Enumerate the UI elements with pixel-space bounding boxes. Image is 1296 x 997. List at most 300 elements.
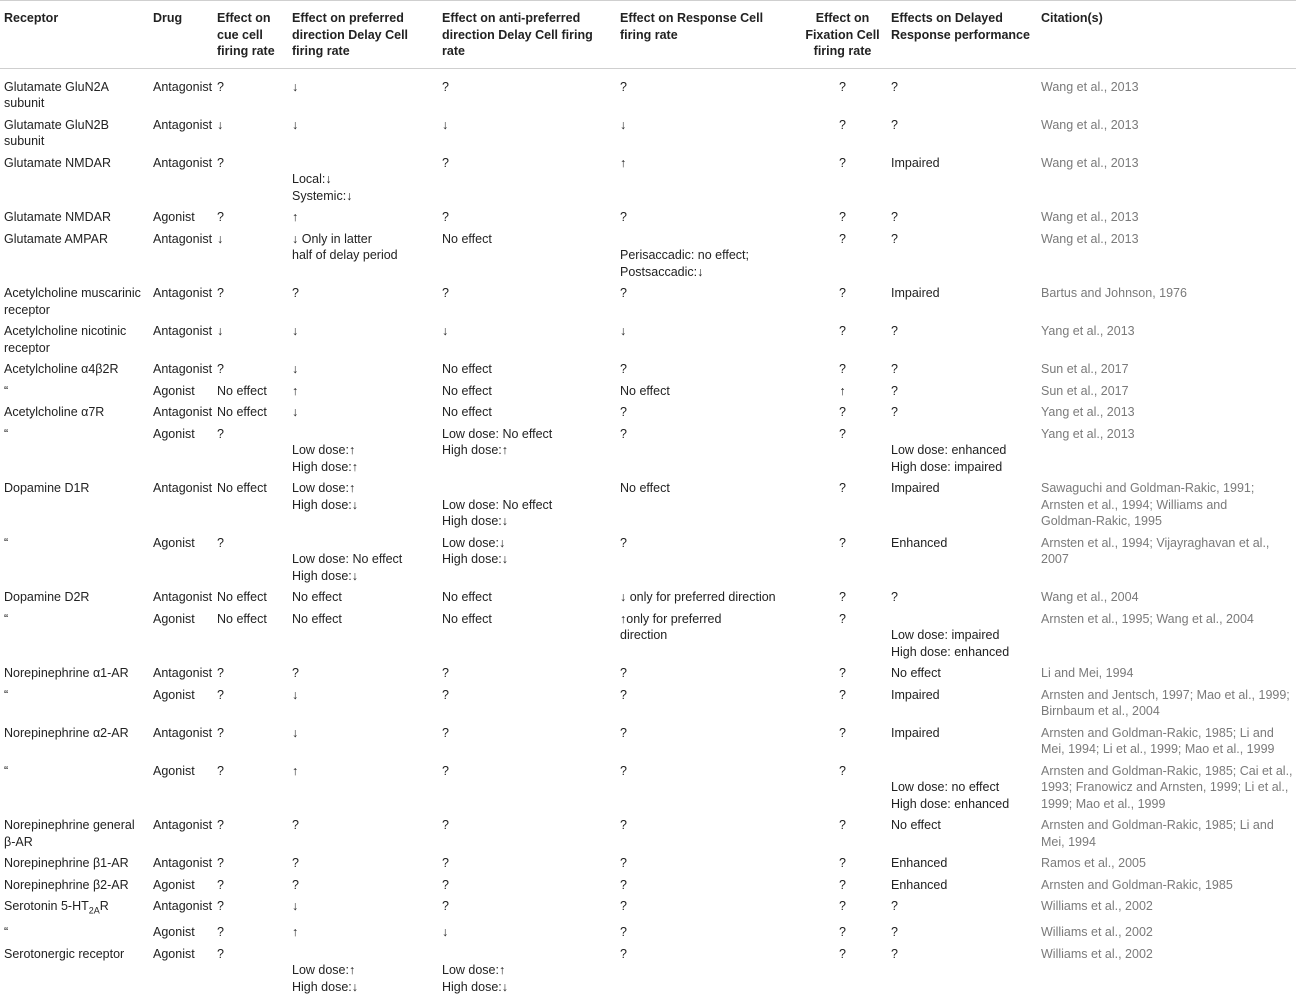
receptor-value bbox=[4, 665, 145, 682]
receptor-value bbox=[4, 898, 145, 919]
cell-line: “ bbox=[4, 535, 9, 550]
cue-cell-value: ? bbox=[217, 763, 224, 778]
preferred-delay-cell bbox=[288, 423, 438, 478]
cell-line: half of delay period bbox=[292, 248, 398, 262]
delayed-response-value: ? bbox=[891, 590, 898, 604]
cell-line bbox=[891, 426, 1033, 443]
table-row bbox=[0, 608, 1296, 663]
receptor-cell bbox=[0, 320, 149, 358]
citation-cell bbox=[1037, 228, 1296, 283]
preferred-delay-value bbox=[292, 155, 434, 205]
fixation-cell-value: ? bbox=[839, 877, 846, 892]
receptor-value bbox=[4, 946, 145, 963]
cell-line: Postsaccadic:↓ bbox=[620, 264, 704, 279]
cue-cell-value: No effect bbox=[217, 383, 267, 398]
anti-preferred-delay-value: ↓ bbox=[442, 324, 449, 338]
cue-cell-value: ? bbox=[217, 899, 224, 913]
preferred-delay-value bbox=[292, 535, 434, 585]
cue-cell-value: ↓ bbox=[217, 231, 224, 246]
receptor-cell bbox=[0, 282, 149, 320]
preferred-delay-cell bbox=[288, 586, 438, 608]
anti-preferred-delay-cell bbox=[438, 358, 616, 380]
cell-line: High dose:↓ bbox=[292, 568, 359, 583]
drug-value: Antagonist bbox=[153, 79, 213, 94]
drug-value: Agonist bbox=[153, 877, 195, 892]
response-cell-cell bbox=[616, 760, 798, 815]
receptor-value bbox=[4, 535, 145, 552]
citation-cell bbox=[1037, 814, 1296, 852]
cell-line: “ bbox=[4, 426, 9, 441]
citation-value bbox=[1041, 480, 1292, 530]
anti-preferred-delay-cell bbox=[438, 380, 616, 402]
table-row bbox=[0, 760, 1296, 815]
delayed-response-value: ? bbox=[891, 405, 898, 419]
drug-cell bbox=[149, 586, 213, 608]
drug-value: Antagonist bbox=[153, 286, 213, 300]
cell-line: Serotonergic receptor bbox=[4, 946, 125, 961]
receptor-value bbox=[4, 323, 145, 356]
cue-cell-value: ? bbox=[217, 79, 224, 94]
response-cell-value: No effect bbox=[620, 481, 670, 495]
header-preferred-delay: Effect on preferred direction Delay Cell firing rate bbox=[288, 1, 438, 69]
anti-preferred-delay-cell bbox=[438, 206, 616, 228]
cue-cell-cell bbox=[213, 320, 288, 358]
table-row bbox=[0, 943, 1296, 997]
table-row bbox=[0, 586, 1296, 608]
table-row bbox=[0, 320, 1296, 358]
table-row bbox=[0, 722, 1296, 760]
cell-line: Norepinephrine α2-AR bbox=[4, 725, 129, 740]
anti-preferred-delay-cell bbox=[438, 423, 616, 478]
cell-line: Low dose:↑ bbox=[292, 481, 356, 495]
cue-cell-cell bbox=[213, 401, 288, 423]
fixation-cell-value: ? bbox=[839, 286, 846, 300]
preferred-delay-cell bbox=[288, 760, 438, 815]
fixation-cell-value: ? bbox=[839, 666, 846, 680]
citation-value: Williams et al., 2002 bbox=[1041, 899, 1153, 913]
cue-cell-cell bbox=[213, 228, 288, 283]
response-cell-cell bbox=[616, 608, 798, 663]
fixation-cell-value: ? bbox=[839, 426, 846, 441]
cue-cell-cell bbox=[213, 814, 288, 852]
fixation-cell-value: ? bbox=[839, 946, 846, 961]
delayed-response-cell bbox=[887, 684, 1037, 722]
citation-cell bbox=[1037, 852, 1296, 874]
preferred-delay-value: ↓ bbox=[292, 899, 299, 913]
cell-line: Low dose:↑ bbox=[292, 443, 356, 457]
delayed-response-cell bbox=[887, 814, 1037, 852]
drug-value: Agonist bbox=[153, 426, 195, 441]
preferred-delay-cell bbox=[288, 114, 438, 152]
delayed-response-cell bbox=[887, 586, 1037, 608]
drug-value: Agonist bbox=[153, 611, 195, 626]
cue-cell-value: ? bbox=[217, 946, 224, 961]
anti-preferred-delay-cell bbox=[438, 401, 616, 423]
anti-preferred-delay-cell bbox=[438, 608, 616, 663]
delayed-response-cell bbox=[887, 152, 1037, 207]
receptor-value bbox=[4, 155, 145, 172]
citation-cell bbox=[1037, 114, 1296, 152]
preferred-delay-cell bbox=[288, 228, 438, 283]
citation-value: Wang et al., 2013 bbox=[1041, 231, 1139, 246]
citation-cell bbox=[1037, 895, 1296, 921]
citation-cell bbox=[1037, 206, 1296, 228]
table-row bbox=[0, 282, 1296, 320]
fixation-cell-value: ? bbox=[839, 231, 846, 246]
cue-cell-value: ? bbox=[217, 818, 224, 832]
response-cell-cell bbox=[616, 852, 798, 874]
response-cell-value bbox=[620, 231, 794, 281]
cell-line bbox=[620, 231, 794, 248]
cue-cell-cell bbox=[213, 532, 288, 587]
preferred-delay-value: ↓ bbox=[292, 687, 299, 702]
delayed-response-value: ? bbox=[891, 946, 898, 961]
response-cell-value: ? bbox=[620, 687, 627, 702]
fixation-cell-value: ? bbox=[839, 324, 846, 338]
delayed-response-cell bbox=[887, 662, 1037, 684]
delayed-response-cell bbox=[887, 852, 1037, 874]
cell-line: Glutamate GluN2A subunit bbox=[4, 79, 109, 110]
receptor-cell bbox=[0, 608, 149, 663]
delayed-response-value: No effect bbox=[891, 666, 941, 680]
cell-line: 1993; Franowicz and Arnsten, 1999; Li et al., bbox=[1041, 780, 1289, 794]
cell-line: Glutamate NMDAR bbox=[4, 155, 111, 170]
receptor-cell bbox=[0, 532, 149, 587]
cell-line: Mei, 1994 bbox=[1041, 834, 1096, 849]
preferred-delay-value: ? bbox=[292, 286, 299, 300]
cue-cell-cell bbox=[213, 68, 288, 114]
anti-preferred-delay-cell bbox=[438, 68, 616, 114]
receptor-cell bbox=[0, 921, 149, 943]
response-cell-cell bbox=[616, 943, 798, 997]
drug-cell bbox=[149, 423, 213, 478]
anti-preferred-delay-value: ↓ bbox=[442, 925, 449, 939]
cue-cell-cell bbox=[213, 586, 288, 608]
cell-line: ↑only for preferred bbox=[620, 611, 722, 626]
preferred-delay-cell bbox=[288, 722, 438, 760]
cell-line: “ bbox=[4, 925, 9, 939]
cue-cell-cell bbox=[213, 608, 288, 663]
citation-cell bbox=[1037, 477, 1296, 532]
preferred-delay-value: ↓ bbox=[292, 405, 299, 419]
fixation-cell-cell bbox=[798, 586, 887, 608]
citation-value: Yang et al., 2013 bbox=[1041, 405, 1135, 419]
citation-cell bbox=[1037, 608, 1296, 663]
cue-cell-value: ? bbox=[217, 725, 224, 740]
preferred-delay-value: ↓ bbox=[292, 79, 299, 94]
cue-cell-cell bbox=[213, 722, 288, 760]
drug-cell bbox=[149, 401, 213, 423]
fixation-cell-cell bbox=[798, 760, 887, 815]
anti-preferred-delay-value bbox=[442, 480, 612, 530]
receptor-value bbox=[4, 877, 145, 894]
cell-line: Arnsten and Jentsch, 1997; Mao et al., 1999; bbox=[1041, 687, 1290, 702]
cell-line: High dose: enhanced bbox=[891, 644, 1010, 659]
receptor-cell bbox=[0, 852, 149, 874]
response-cell-value: ? bbox=[620, 210, 627, 224]
anti-preferred-delay-value: No effect bbox=[442, 362, 492, 376]
receptor-value bbox=[4, 79, 145, 112]
drug-cell bbox=[149, 895, 213, 921]
preferred-delay-cell bbox=[288, 282, 438, 320]
fixation-cell-cell bbox=[798, 684, 887, 722]
drug-value: Antagonist bbox=[153, 405, 213, 419]
citation-value: Yang et al., 2013 bbox=[1041, 324, 1135, 338]
citation-cell bbox=[1037, 943, 1296, 997]
cue-cell-value: No effect bbox=[217, 405, 267, 419]
fixation-cell-cell bbox=[798, 206, 887, 228]
delayed-response-value: ? bbox=[891, 117, 898, 132]
header-cue-cell: Effect on cue cell firing rate bbox=[213, 1, 288, 69]
citation-value bbox=[1041, 763, 1292, 813]
cell-line: Low dose:↑ bbox=[292, 963, 356, 977]
drug-value: Antagonist bbox=[153, 481, 213, 495]
fixation-cell-cell bbox=[798, 358, 887, 380]
receptor-cell bbox=[0, 152, 149, 207]
drug-value: Antagonist bbox=[153, 666, 213, 680]
response-cell-cell bbox=[616, 921, 798, 943]
preferred-delay-cell bbox=[288, 921, 438, 943]
response-cell-value: ? bbox=[620, 925, 627, 939]
preferred-delay-cell bbox=[288, 358, 438, 380]
fixation-cell-value: ? bbox=[839, 155, 846, 170]
cell-line bbox=[891, 611, 1033, 628]
delayed-response-value bbox=[891, 763, 1033, 813]
response-cell-cell bbox=[616, 320, 798, 358]
response-cell-value: ↓ only for preferred direction bbox=[620, 590, 776, 604]
cell-line: Systemic:↓ bbox=[292, 188, 353, 203]
drug-cell bbox=[149, 68, 213, 114]
delayed-response-cell bbox=[887, 114, 1037, 152]
response-cell-value: ? bbox=[620, 426, 627, 441]
cell-line: Mei, 1994; Li et al., 1999; Mao et al., 1999 bbox=[1041, 742, 1275, 756]
response-cell-cell bbox=[616, 114, 798, 152]
citation-cell bbox=[1037, 358, 1296, 380]
response-cell-value: ? bbox=[620, 899, 627, 913]
preferred-delay-cell bbox=[288, 943, 438, 997]
citation-value bbox=[1041, 687, 1292, 720]
table-row bbox=[0, 423, 1296, 478]
cue-cell-value: ? bbox=[217, 856, 224, 870]
delayed-response-cell bbox=[887, 401, 1037, 423]
response-cell-cell bbox=[616, 380, 798, 402]
delayed-response-cell bbox=[887, 358, 1037, 380]
drug-value: Antagonist bbox=[153, 590, 213, 604]
fixation-cell-value: ? bbox=[839, 611, 846, 626]
citation-cell bbox=[1037, 152, 1296, 207]
cell-line: High dose:↑ bbox=[292, 459, 359, 474]
cue-cell-value: No effect bbox=[217, 481, 267, 495]
citation-cell bbox=[1037, 921, 1296, 943]
drug-cell bbox=[149, 380, 213, 402]
delayed-response-cell bbox=[887, 228, 1037, 283]
response-cell-cell bbox=[616, 228, 798, 283]
citation-cell bbox=[1037, 401, 1296, 423]
drug-cell bbox=[149, 684, 213, 722]
cell-line: Low dose: no effect bbox=[891, 780, 1000, 794]
citation-value: Williams et al., 2002 bbox=[1041, 925, 1153, 939]
anti-preferred-delay-value: ↓ bbox=[442, 117, 449, 132]
fixation-cell-cell bbox=[798, 852, 887, 874]
citation-cell bbox=[1037, 532, 1296, 587]
citation-value: Li and Mei, 1994 bbox=[1041, 666, 1134, 680]
response-cell-value: ? bbox=[620, 946, 627, 961]
fixation-cell-value: ? bbox=[839, 763, 846, 778]
fixation-cell-value: ? bbox=[839, 687, 846, 702]
response-cell-cell bbox=[616, 684, 798, 722]
citation-value bbox=[1041, 817, 1292, 850]
citation-cell bbox=[1037, 68, 1296, 114]
response-cell-value: ↓ bbox=[620, 117, 627, 132]
preferred-delay-value: No effect bbox=[292, 590, 342, 604]
cell-line: High dose: impaired bbox=[891, 459, 1003, 474]
delayed-response-cell bbox=[887, 895, 1037, 921]
cell-line: Low dose: impaired bbox=[891, 628, 1000, 642]
anti-preferred-delay-value bbox=[442, 535, 612, 568]
citation-value bbox=[1041, 535, 1292, 568]
table-row bbox=[0, 68, 1296, 114]
fixation-cell-cell bbox=[798, 532, 887, 587]
citation-value: Sun et al., 2017 bbox=[1041, 362, 1129, 376]
response-cell-cell bbox=[616, 874, 798, 896]
preferred-delay-cell bbox=[288, 380, 438, 402]
receptor-value bbox=[4, 763, 145, 780]
fixation-cell-cell bbox=[798, 282, 887, 320]
receptor-cell bbox=[0, 874, 149, 896]
response-cell-cell bbox=[616, 68, 798, 114]
preferred-delay-value bbox=[292, 426, 434, 476]
header-citations: Citation(s) bbox=[1037, 1, 1296, 69]
receptor-cell bbox=[0, 895, 149, 921]
delayed-response-cell bbox=[887, 423, 1037, 478]
preferred-delay-cell bbox=[288, 608, 438, 663]
fixation-cell-cell bbox=[798, 114, 887, 152]
response-cell-value: ? bbox=[620, 877, 627, 892]
delayed-response-value bbox=[891, 426, 1033, 476]
receptor-cell bbox=[0, 401, 149, 423]
preferred-delay-value: ? bbox=[292, 877, 299, 892]
anti-preferred-delay-value: ? bbox=[442, 210, 449, 224]
header-drug: Drug bbox=[149, 1, 213, 69]
preferred-delay-cell bbox=[288, 206, 438, 228]
cell-line: Low dose: enhanced bbox=[891, 443, 1007, 457]
header-anti-preferred-delay: Effect on anti-preferred direction Delay Cell firing rate bbox=[438, 1, 616, 69]
delayed-response-value: Enhanced bbox=[891, 535, 948, 550]
receptor-value bbox=[4, 480, 145, 497]
receptor-value bbox=[4, 611, 145, 628]
response-cell-value: ? bbox=[620, 362, 627, 376]
fixation-cell-cell bbox=[798, 380, 887, 402]
drug-value: Antagonist bbox=[153, 899, 213, 913]
drug-value: Antagonist bbox=[153, 725, 213, 740]
cell-line: Birnbaum et al., 2004 bbox=[1041, 704, 1160, 718]
citation-cell bbox=[1037, 684, 1296, 722]
citation-cell bbox=[1037, 874, 1296, 896]
drug-cell bbox=[149, 114, 213, 152]
anti-preferred-delay-value bbox=[442, 946, 612, 996]
preferred-delay-cell bbox=[288, 684, 438, 722]
preferred-delay-value: ? bbox=[292, 666, 299, 680]
receptor-value bbox=[4, 209, 145, 226]
table-row bbox=[0, 684, 1296, 722]
preferred-delay-value: ? bbox=[292, 856, 299, 870]
response-cell-cell bbox=[616, 152, 798, 207]
drug-cell bbox=[149, 943, 213, 997]
cell-line bbox=[292, 426, 434, 443]
delayed-response-cell bbox=[887, 874, 1037, 896]
receptor-cell bbox=[0, 814, 149, 852]
cue-cell-cell bbox=[213, 943, 288, 997]
fixation-cell-cell bbox=[798, 662, 887, 684]
anti-preferred-delay-cell bbox=[438, 814, 616, 852]
preferred-delay-value: ↓ bbox=[292, 362, 299, 376]
drug-value: Antagonist bbox=[153, 231, 213, 246]
table-row bbox=[0, 228, 1296, 283]
cue-cell-cell bbox=[213, 114, 288, 152]
response-cell-value: ? bbox=[620, 79, 627, 94]
anti-preferred-delay-cell bbox=[438, 662, 616, 684]
receptor-cell bbox=[0, 586, 149, 608]
table-body bbox=[0, 68, 1296, 997]
citation-value: Williams et al., 2002 bbox=[1041, 946, 1153, 961]
drug-cell bbox=[149, 814, 213, 852]
preferred-delay-value: ↑ bbox=[292, 925, 299, 939]
delayed-response-cell bbox=[887, 282, 1037, 320]
receptor-value bbox=[4, 924, 145, 941]
cell-line: Low dose: No effect bbox=[442, 497, 553, 512]
fixation-cell-value: ? bbox=[839, 818, 846, 832]
fixation-cell-value: ? bbox=[839, 899, 846, 913]
preferred-delay-value: ↓ bbox=[292, 324, 299, 338]
drug-value: Agonist bbox=[153, 210, 195, 224]
fixation-cell-value: ? bbox=[839, 725, 846, 740]
preferred-delay-value: ↑ bbox=[292, 383, 299, 398]
cell-line bbox=[442, 946, 612, 963]
anti-preferred-delay-cell bbox=[438, 921, 616, 943]
fixation-cell-value: ? bbox=[839, 481, 846, 495]
delayed-response-value: Impaired bbox=[891, 155, 940, 170]
delayed-response-cell bbox=[887, 532, 1037, 587]
response-cell-cell bbox=[616, 895, 798, 921]
cue-cell-cell bbox=[213, 852, 288, 874]
drug-cell bbox=[149, 282, 213, 320]
header-fixation-cell: Effect on Fixation Cell firing rate bbox=[798, 1, 887, 69]
response-cell-cell bbox=[616, 532, 798, 587]
drug-cell bbox=[149, 152, 213, 207]
cue-cell-cell bbox=[213, 380, 288, 402]
cue-cell-cell bbox=[213, 895, 288, 921]
response-cell-value: ? bbox=[620, 666, 627, 680]
response-cell-cell bbox=[616, 282, 798, 320]
receptor-value bbox=[4, 231, 145, 248]
preferred-delay-cell bbox=[288, 401, 438, 423]
cell-line: “ bbox=[4, 383, 9, 398]
cue-cell-cell bbox=[213, 921, 288, 943]
anti-preferred-delay-cell bbox=[438, 684, 616, 722]
receptor-cell bbox=[0, 684, 149, 722]
citation-value: Wang et al., 2004 bbox=[1041, 590, 1139, 604]
fixation-cell-value: ? bbox=[839, 210, 846, 224]
table-row bbox=[0, 874, 1296, 896]
cell-line: Low dose: No effect bbox=[442, 426, 553, 441]
response-cell-value bbox=[620, 611, 794, 644]
cell-line: Arnsten and Goldman-Rakic, 1985; Li and bbox=[1041, 818, 1274, 832]
response-cell-cell bbox=[616, 662, 798, 684]
preferred-delay-cell bbox=[288, 852, 438, 874]
cue-cell-cell bbox=[213, 874, 288, 896]
anti-preferred-delay-value: No effect bbox=[442, 231, 492, 246]
delayed-response-cell bbox=[887, 921, 1037, 943]
